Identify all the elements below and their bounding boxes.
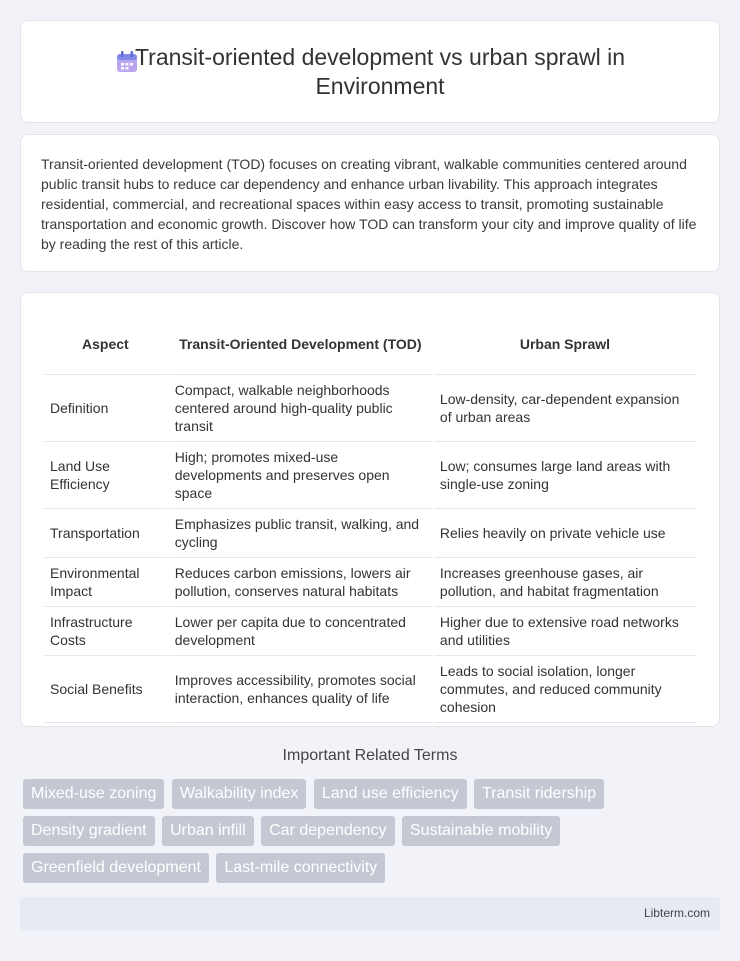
table-cell: Social Benefits: [44, 656, 167, 723]
table-cell: Reduces carbon emissions, lowers air pollution, conserves natural habitats: [169, 558, 432, 607]
table-row: [44, 558, 696, 607]
related-term-tag[interactable]: Land use efficiency: [314, 779, 467, 809]
table-row: [44, 509, 696, 558]
related-term-tag[interactable]: Transit ridership: [474, 779, 604, 809]
table-cell: Low-density, car-dependent expansion of urban areas: [434, 375, 696, 442]
table-row: [44, 607, 696, 656]
column-header: Aspect: [44, 313, 167, 375]
table-cell: Infrastructure Costs: [44, 607, 167, 656]
table-row: [44, 442, 696, 509]
column-header: Urban Sprawl: [434, 313, 696, 375]
table-cell: Environmental Impact: [44, 558, 167, 607]
table-cell: Land Use Efficiency: [44, 442, 167, 509]
related-term-tag[interactable]: Greenfield development: [23, 853, 209, 883]
related-term-tag[interactable]: Urban infill: [162, 816, 254, 846]
related-term-tag[interactable]: Car dependency: [261, 816, 394, 846]
table-cell: Low; consumes large land areas with single-use zoning: [434, 442, 696, 509]
table-cell: Relies heavily on private vehicle use: [434, 509, 696, 558]
related-term-tag[interactable]: Walkability index: [172, 779, 307, 809]
table-row: [44, 375, 696, 442]
table-header-row: [44, 313, 696, 375]
footer-brand-link[interactable]: Libterm.com: [643, 906, 710, 920]
comparison-card: [20, 292, 720, 727]
table-cell: Lower per capita due to concentrated development: [169, 607, 432, 656]
page-title: Transit-oriented development vs urban sprawl in Environment: [134, 43, 626, 99]
footer: [20, 897, 720, 931]
intro-card: [20, 134, 720, 272]
related-term-tag[interactable]: Sustainable mobility: [402, 816, 560, 846]
table-cell: Transportation: [44, 509, 167, 558]
column-header: Transit-Oriented Development (TOD): [169, 313, 432, 375]
table-cell: Increases greenhouse gases, air pollution, and habitat fragmentation: [434, 558, 696, 607]
related-terms-list: [23, 779, 703, 890]
table-cell: Emphasizes public transit, walking, and cycling: [169, 509, 432, 558]
table-cell: High; promotes mixed-use developments and preserves open space: [169, 442, 432, 509]
table-cell: Leads to social isolation, longer commutes, and reduced community cohesion: [434, 656, 696, 723]
related-term-tag[interactable]: Last-mile connectivity: [216, 853, 385, 883]
table-cell: Higher due to extensive road networks and utilities: [434, 607, 696, 656]
intro-paragraph: Transit-oriented development (TOD) focuses on creating vibrant, walkable communities centered around public transit hubs to reduce car dependency and enhance urban livability. This approach integrates residential, commercial, and recreational spaces within easy access to transit, promoting sustainable transportation and economic growth. Discover how TOD can transform your city and improve quality of life by reading the rest of this article.: [41, 156, 697, 252]
related-term-tag[interactable]: Mixed-use zoning: [23, 779, 164, 809]
title-card: [20, 20, 720, 123]
table-cell: Definition: [44, 375, 167, 442]
related-terms-heading: Important Related Terms: [282, 747, 458, 764]
table-row: [44, 656, 696, 723]
table-cell: Improves accessibility, promotes social interaction, enhances quality of life: [169, 656, 432, 723]
related-term-tag[interactable]: Density gradient: [23, 816, 155, 846]
comparison-table: [42, 313, 698, 723]
table-cell: Compact, walkable neighborhoods centered around high-quality public transit: [169, 375, 432, 442]
